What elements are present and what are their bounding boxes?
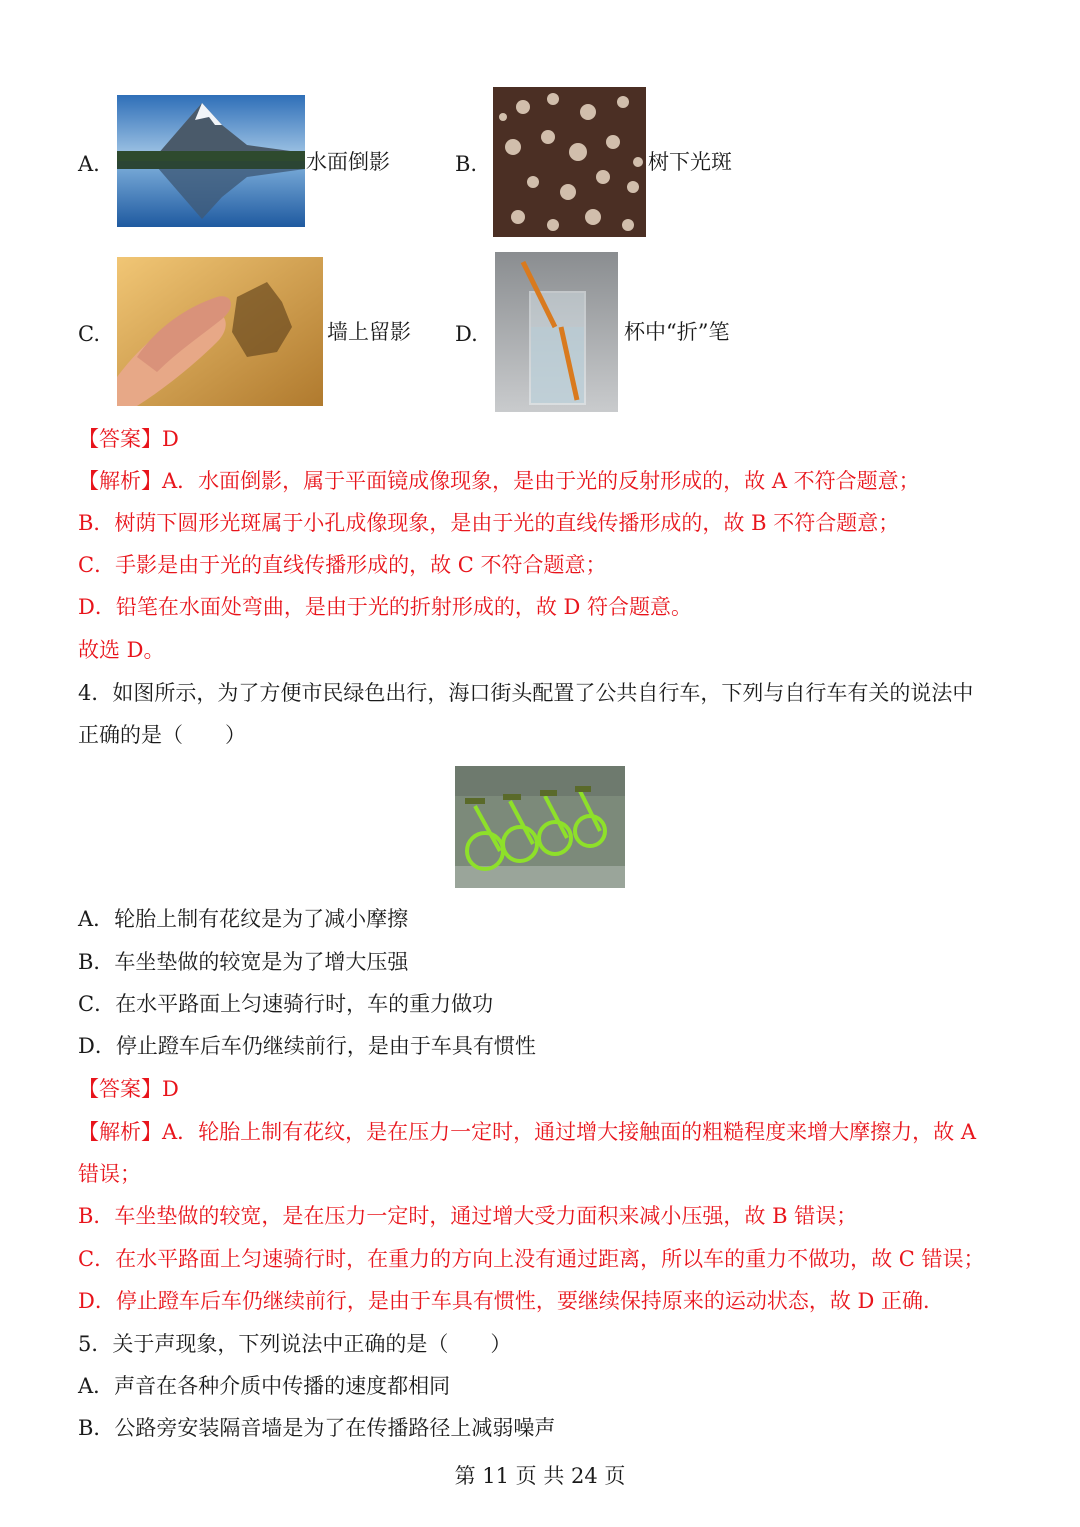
q3-analysis-line-5: 故选 D。	[78, 638, 165, 662]
option-b-letter: B.	[455, 152, 478, 176]
q4-analysis-line-1: 【解析】A．轮胎上制有花纹，是在压力一定时，通过增大接触面的粗糙程度来增大摩擦力，故 A	[78, 1120, 977, 1144]
q5-option-a: A．声音在各种介质中传播的速度都相同	[78, 1374, 451, 1398]
q4-stem-line-2: 正确的是（ ）	[78, 723, 246, 747]
bicycles-image	[455, 766, 625, 888]
option-a-text: 水面倒影	[306, 150, 390, 174]
option-d-letter: D.	[455, 322, 478, 346]
option-d-text: 杯中“折”笔	[624, 320, 730, 344]
mountain-reflection-image	[117, 95, 305, 227]
q5-option-b: B．公路旁安装隔音墙是为了在传播路径上减弱噪声	[78, 1416, 556, 1440]
q3-answer: 【答案】D	[78, 427, 179, 451]
option-c-text: 墙上留影	[327, 320, 411, 344]
hand-shadow-image	[117, 257, 323, 406]
q5-stem: 5．关于声现象，下列说法中正确的是（ ）	[78, 1332, 512, 1356]
option-a-letter: A.	[78, 152, 100, 176]
q3-analysis-line-3: C．手影是由于光的直线传播形成的，故 C 不符合题意；	[78, 553, 607, 577]
q4-option-c: C．在水平路面上匀速骑行时，车的重力做功	[78, 992, 494, 1016]
q4-option-a: A．轮胎上制有花纹是为了减小摩擦	[78, 907, 409, 931]
q4-analysis-line-2: 错误；	[78, 1162, 141, 1186]
page-footer: 第 11 页 共 24 页	[454, 1464, 626, 1488]
q4-analysis-line-5: D．停止蹬车后车仍继续前行，是由于车具有惯性，要继续保持原来的运动状态，故 D 正确．	[78, 1289, 945, 1313]
q4-analysis-line-3: B．车坐垫做的较宽，是在压力一定时，通过增大受力面积来减小压强，故 B 错误；	[78, 1204, 858, 1228]
q4-option-d: D．停止蹬车后车仍继续前行，是由于车具有惯性	[78, 1034, 536, 1058]
q4-stem-line-1: 4．如图所示，为了方便市民绿色出行，海口街头配置了公共自行车，下列与自行车有关的说法中	[78, 681, 974, 705]
pencil-in-glass-image	[495, 252, 618, 412]
light-spots-image	[493, 87, 646, 237]
q4-option-b: B．车坐垫做的较宽是为了增大压强	[78, 950, 409, 974]
option-b-text: 树下光斑	[648, 150, 732, 174]
q4-analysis-line-4: C．在水平路面上匀速骑行时，在重力的方向上没有通过距离，所以车的重力不做功，故 C 错误；	[78, 1247, 985, 1271]
q3-analysis-line-4: D．铅笔在水面处弯曲，是由于光的折射形成的，故 D 符合题意。	[78, 595, 693, 619]
q3-analysis-line-1: 【解析】A．水面倒影，属于平面镜成像现象，是由于光的反射形成的，故 A 不符合题意；	[78, 469, 920, 493]
q4-answer: 【答案】D	[78, 1077, 179, 1101]
option-c-letter: C.	[78, 322, 100, 346]
q3-analysis-line-2: B．树荫下圆形光斑属于小孔成像现象，是由于光的直线传播形成的，故 B 不符合题意；	[78, 511, 900, 535]
